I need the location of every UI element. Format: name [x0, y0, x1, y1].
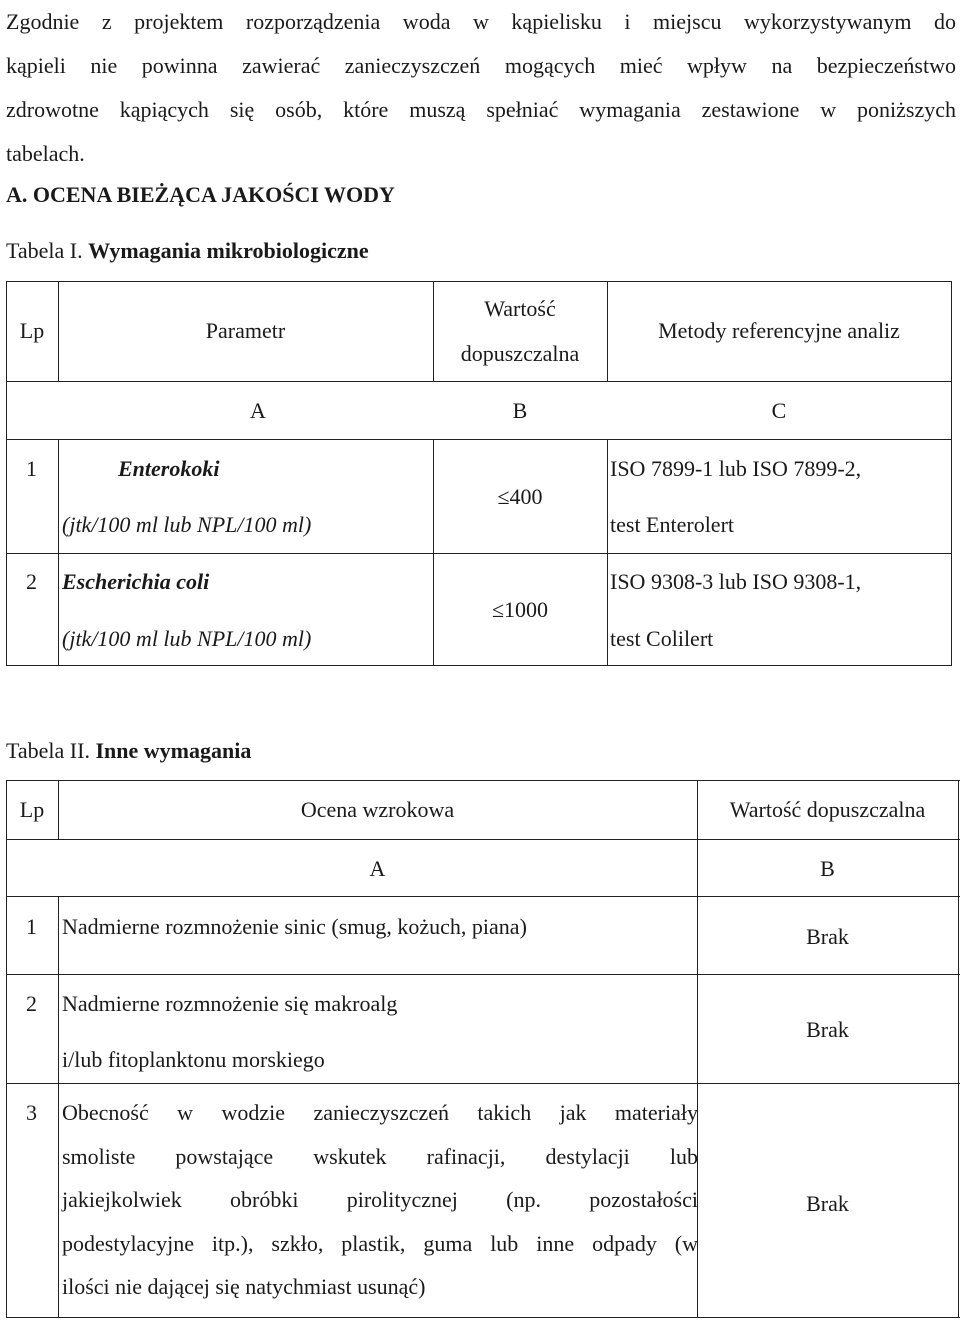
table2-row2-lp: 2 — [26, 991, 37, 1016]
table2-row3-text-line5: ilości nie dającej się natychmiast usunąć) — [62, 1274, 426, 1299]
table1-row1-unit: (jtk/100 ml lub NPL/100 ml) — [62, 512, 312, 537]
table2-row2-text-line1: Nadmierne rozmnożenie się makroalg — [62, 991, 398, 1016]
table2-row3-text-line4: podestylacyjne itp.), szkło, plastik, guma lub inne odpady (w — [62, 1231, 698, 1256]
table2-caption — [6, 738, 251, 764]
table1-title: Wymagania mikrobiologiczne — [88, 238, 369, 263]
table2-row3-text-line2: smoliste powstające wskutek rafinacji, destylacji lub — [62, 1144, 698, 1169]
table2-row2-value: Brak — [806, 1017, 849, 1042]
table2-title: Inne wymagania — [95, 738, 252, 763]
table2-header-lp: Lp — [19, 797, 45, 822]
table2-row3-text-line1: Obecność w wodzie zanieczyszczeń takich jak materiały — [62, 1100, 698, 1125]
table1-header-param: Parametr — [205, 318, 286, 343]
intro-line: Zgodnie z projektem rozporządzenia woda w kąpielisku i miejscu wykorzystywanym do — [6, 9, 956, 34]
table1-row2-name: Escherichia coli — [62, 569, 210, 594]
table2-row1-text: Nadmierne rozmnożenie sinic (smug, kożuch, piana) — [62, 914, 527, 939]
table1-row2-lp: 2 — [26, 569, 37, 594]
table1-row2-method-line1: ISO 9308-3 lub ISO 9308-1, — [610, 569, 862, 594]
table1-row2-method-line2: test Colilert — [610, 626, 714, 651]
table1-label: Tabela I. — [6, 238, 89, 263]
intro-line: kąpieli nie powinna zawierać zanieczyszczeń mogących mieć wpływ na bezpieczeństwo — [6, 53, 956, 78]
table1-letter-b: B — [512, 398, 528, 423]
table2-letter-a: A — [369, 856, 386, 881]
table2-row1-value: Brak — [806, 924, 849, 949]
table1-caption — [6, 238, 369, 264]
table2-row1-lp: 1 — [26, 914, 37, 939]
table1-row1-method-line1: ISO 7899-1 lub ISO 7899-2, — [610, 456, 862, 481]
table2-letter-b: B — [820, 856, 835, 881]
intro-paragraph — [6, 0, 956, 176]
table1-row1-name: Enterokoki — [118, 456, 220, 481]
table1-row1-value: ≤400 — [497, 484, 543, 509]
intro-line: tabelach. — [6, 141, 85, 166]
table1-row2-unit: (jtk/100 ml lub NPL/100 ml) — [62, 626, 312, 651]
table2-header-value: Wartość dopuszczalna — [729, 797, 926, 822]
table1-header-lp: Lp — [19, 318, 45, 343]
table2-row3-value: Brak — [806, 1191, 849, 1216]
section-heading: A. OCENA BIEŻĄCA JAKOŚCI WODY — [6, 182, 395, 207]
table2-header-assessment: Ocena wzrokowa — [300, 797, 455, 822]
intro-line: zdrowotne kąpiących się osób, które muszą spełniać wymagania zestawione w poniższych — [6, 97, 956, 122]
table2-row2-text-line2: i/lub fitoplanktonu morskiego — [62, 1047, 325, 1072]
table1-header-value-line1: Wartość — [484, 296, 556, 321]
table1-letter-a: A — [250, 398, 266, 423]
table2-row3-lp: 3 — [26, 1100, 37, 1125]
table2-row3-text-line3: jakiejkolwiek obróbki pirolitycznej (np. pozostałości — [62, 1187, 698, 1212]
table1-header-value-line2: dopuszczalna — [460, 341, 580, 366]
table1-row1-lp: 1 — [26, 456, 37, 481]
table1-row1-method-line2: test Enterolert — [610, 512, 735, 537]
table2-label: Tabela II. — [6, 738, 96, 763]
table1-row2-value: ≤1000 — [491, 597, 549, 622]
table1-header-methods: Metody referencyjne analiz — [658, 318, 900, 343]
table1-letter-c: C — [771, 398, 787, 423]
